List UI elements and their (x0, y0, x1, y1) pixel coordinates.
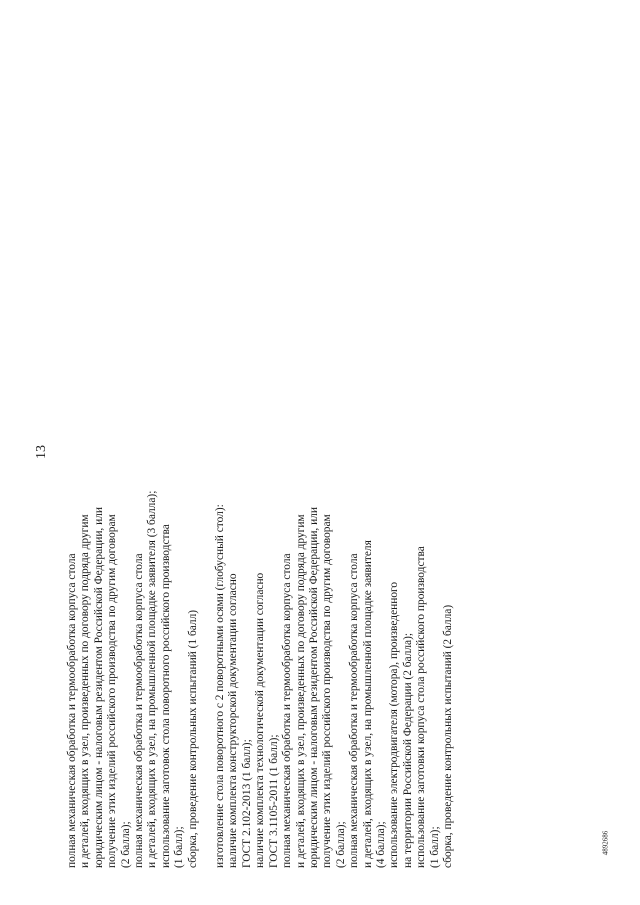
text-line: и деталей, входящих в узел, произведенных по договору подряда другим (79, 514, 92, 868)
text-line: и деталей, входящих в узел, произведенных по договору подряда другим (294, 514, 307, 868)
text-line: полная механическая обработка и термообработка корпуса стола (66, 553, 78, 868)
document-code: 4892686 (601, 830, 610, 856)
text-line: сборка, проведение контрольных испытаний (2 балла) (441, 604, 454, 868)
text-line: изготовление стола поворотного с 2 поворотными осями (глобусный стол): (214, 504, 227, 868)
text-line: ГОСТ 2.102-2013 (1 балл); (240, 739, 253, 868)
text-line: и деталей, входящих в узел, на промышленной площадке заявителя (361, 540, 374, 868)
text-line: использование заготовок стола поворотного российского производства (159, 524, 172, 868)
text-line: полная механическая обработка и термообработка корпуса стола (348, 553, 361, 868)
text-block-1 (66, 38, 200, 868)
text-line: (4 балла); (374, 821, 387, 868)
text-line: (2 балла); (119, 821, 132, 868)
text-line: и деталей, входящих в узел, на промышленной площадке заявителя (3 балла); (146, 490, 159, 868)
text-line: наличие комплекта конструкторской документации согласно (227, 573, 240, 868)
text-line: юридическим лицом - налоговым резидентом Российской Федерации, или (92, 507, 105, 868)
text-line: использование заготовки корпуса стола российского производства (415, 546, 428, 868)
text-line: (1 балл); (428, 826, 441, 868)
text-line: получение этих изделий российского производства по другим договорам (321, 514, 334, 868)
text-line: (1 балл); (173, 826, 186, 868)
text-line: наличие комплекта технологической документации согласно (254, 572, 267, 868)
paragraph-gap (200, 38, 214, 868)
text-line: на территории Российской Федерации (2 балла); (401, 632, 414, 868)
text-line: использование электродвигателя (мотора), произведенного (388, 581, 401, 868)
text-line: сборка, проведение контрольных испытаний (1 балл) (186, 609, 199, 868)
text-line: юридическим лицом - налоговым резидентом Российской Федерации, или (307, 507, 320, 868)
text-line: ГОСТ 3.1105-2011 (1 балл); (267, 734, 280, 868)
text-line: полная механическая обработка и термообработка корпуса стола (133, 553, 146, 868)
text-line: получение этих изделий российского производства по другим договорам (106, 514, 119, 868)
text-line: полная механическая обработка и термообработка корпуса стола (281, 553, 294, 868)
text-block-2 (214, 38, 455, 868)
text-line: (2 балла); (334, 821, 347, 868)
document-body (66, 38, 455, 868)
page-number: 13 (34, 445, 49, 459)
